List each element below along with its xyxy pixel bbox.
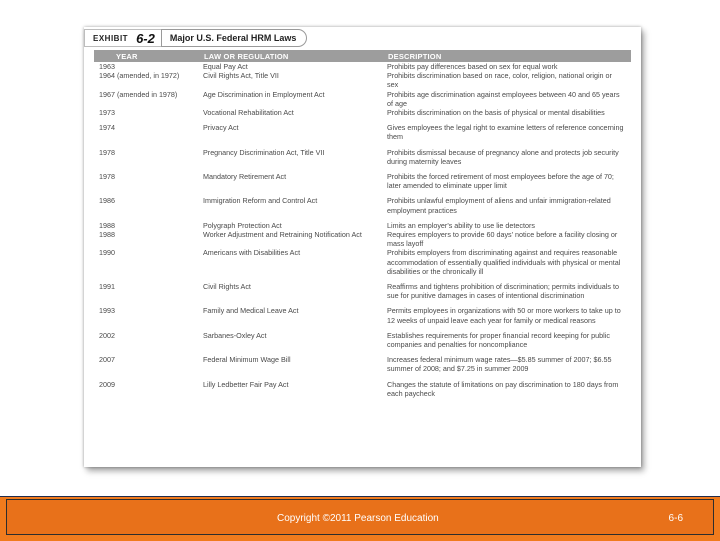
header-year: YEAR [94, 50, 198, 62]
law-cell: Equal Pay Act [203, 62, 248, 71]
exhibit-word: EXHIBIT [93, 33, 129, 43]
description-cell: Prohibits employers from discriminating against and requires reasonable accommodation of essentially qualified individuals with physical or mental disabilities or the chronically ill [387, 248, 621, 276]
year-cell: 1990 [99, 248, 115, 258]
table-row [94, 62, 631, 71]
description-cell: Reaffirms and tightens prohibition of discrimination; permits individuals to sue for punitive damages in cases of intentional discrimination [387, 282, 619, 301]
law-cell: Age Discrimination in Employment Act [203, 89, 325, 99]
year-cell: 2002 [99, 330, 115, 340]
table-row [94, 355, 631, 373]
year-cell: 1963 [99, 62, 115, 71]
year-cell: 1978 [99, 147, 115, 157]
year-cell: 1988 [99, 220, 115, 230]
year-cell: 1964 (amended, in 1972) [99, 71, 180, 81]
slide-number: 6-6 [668, 513, 683, 524]
law-cell: Civil Rights Act, Title VII [203, 71, 279, 81]
footer-inner [6, 499, 714, 535]
table-row [94, 221, 631, 230]
table-row [94, 71, 631, 89]
description-cell: Prohibits discrimination based on race, color, religion, national origin or sex [387, 71, 612, 90]
law-cell: Federal Minimum Wage Bill [203, 355, 291, 365]
year-cell: 1978 [99, 172, 115, 182]
table-header-row [94, 50, 631, 62]
table-row [94, 196, 631, 214]
table-body [94, 62, 631, 398]
law-cell: Lilly Ledbetter Fair Pay Act [203, 379, 289, 389]
law-cell: Mandatory Retirement Act [203, 172, 287, 182]
law-cell: Civil Rights Act [203, 282, 251, 292]
header-description: DESCRIPTION [382, 50, 631, 62]
exhibit-title-bar [84, 27, 307, 49]
table-row [94, 123, 631, 141]
law-cell: Privacy Act [203, 123, 239, 133]
exhibit-title: Major U.S. Federal HRM Laws [161, 29, 308, 47]
law-cell: Pregnancy Discrimination Act, Title VII [203, 147, 325, 157]
description-cell: Establishes requirements for proper financial record keeping for public companies and penalties for noncompliance [387, 330, 610, 350]
year-cell: 1993 [99, 306, 115, 316]
law-cell: Vocational Rehabilitation Act [203, 108, 294, 118]
hrm-laws-table [94, 50, 631, 398]
table-row [94, 306, 631, 324]
description-cell: Prohibits age discrimination against employees between 40 and 65 years of age [387, 89, 620, 108]
description-cell: Prohibits dismissal because of pregnancy alone and protects job security during maternity leaves [387, 147, 619, 166]
table-row [94, 172, 631, 190]
table-row [94, 380, 631, 398]
footer-bar [0, 496, 720, 541]
description-cell: Prohibits unlawful employment of aliens and unfair immigration-related employment practices [387, 196, 611, 215]
year-cell: 1967 (amended in 1978) [99, 89, 178, 99]
year-cell: 1973 [99, 108, 115, 118]
law-cell: Sarbanes-Oxley Act [203, 330, 267, 340]
law-cell: Immigration Reform and Control Act [203, 196, 318, 206]
description-cell: Changes the statute of limitations on pay discrimination to 180 days from each paycheck [387, 379, 619, 398]
description-cell: Limits an employer's ability to use lie detectors [387, 220, 535, 230]
header-law: LAW OR REGULATION [198, 50, 382, 62]
table-row [94, 331, 631, 349]
year-cell: 2007 [99, 355, 115, 365]
table-row [94, 90, 631, 108]
description-cell: Permits employees in organizations with 50 or more workers to take up to 12 weeks of unpaid leave each year for family or medical reasons [387, 306, 621, 325]
exhibit-number: 6-2 [136, 30, 155, 46]
table-row [94, 248, 631, 276]
description-cell: Gives employees the legal right to examine letters of reference concerning them [387, 123, 624, 142]
table-row [94, 282, 631, 300]
year-cell: 1986 [99, 196, 115, 206]
table-row [94, 230, 631, 248]
law-cell: Polygraph Protection Act [203, 220, 282, 230]
table-row [94, 148, 631, 166]
law-cell: Worker Adjustment and Retraining Notification Act [203, 230, 362, 240]
year-cell: 1974 [99, 123, 115, 133]
table-row [94, 108, 631, 117]
copyright-text: Copyright ©2011 Pearson Education [277, 513, 439, 524]
law-cell: Americans with Disabilities Act [203, 248, 301, 258]
description-cell: Prohibits pay differences based on sex for equal work [387, 62, 558, 71]
law-cell: Family and Medical Leave Act [203, 306, 299, 316]
description-cell: Requires employers to provide 60 days' notice before a facility closing or mass layoff [387, 230, 618, 249]
year-cell: 1988 [99, 230, 115, 240]
description-cell: Prohibits discrimination on the basis of physical or mental disabilities [387, 108, 605, 118]
description-cell: Prohibits the forced retirement of most employees before the age of 70; later amended to eliminate upper limit [387, 172, 614, 191]
exhibit-label [84, 29, 161, 47]
exhibit-card [84, 27, 641, 467]
description-cell: Increases federal minimum wage rates—$5.85 summer of 2007; $6.55 summer of 2008; and $7.25 in summer 2009 [387, 355, 612, 374]
year-cell: 1991 [99, 282, 115, 292]
year-cell: 2009 [99, 379, 115, 389]
